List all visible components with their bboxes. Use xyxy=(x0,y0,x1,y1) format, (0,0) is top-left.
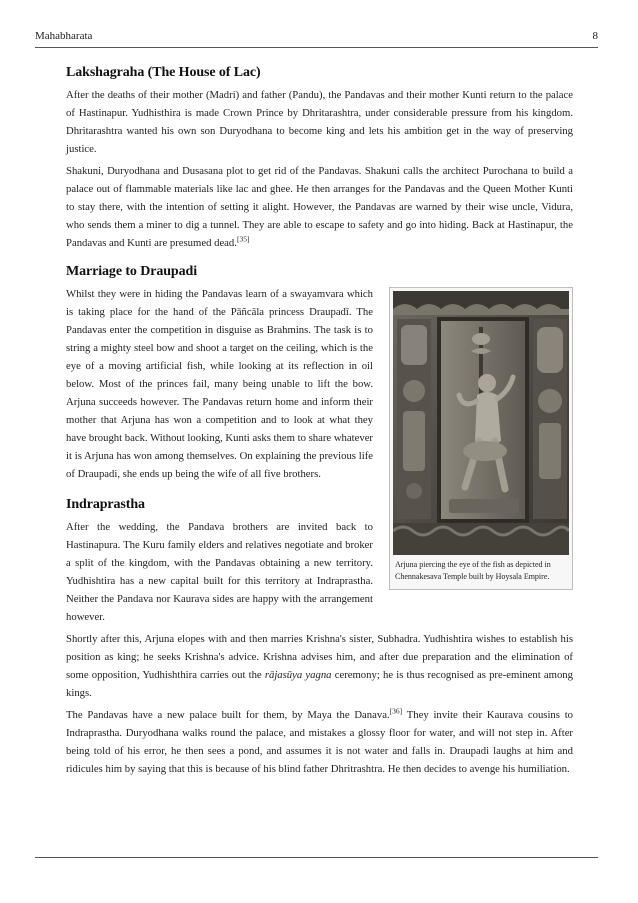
footer-divider xyxy=(35,857,598,858)
paragraph: After the deaths of their mother (Madri) and father (Pandu), the Pandavas and their mother Kunti return to the palace of Hastinapur. Yudhisthira is made Crown Prince by Dhritarashtra, under considerable pressure from his kingdom. Dhritarashtra wanted his own son Duryodhana to become king and lets his ambition get in the way of preserving justice. xyxy=(66,89,573,155)
italic-term: rājasūya yagna xyxy=(264,669,332,681)
paragraph: Whilst they were in hiding the Pandavas learn of a swayamvara which is taking place for the hand of the Pāñcāla princess Draupadī. The Pandavas enter the competition in disguise as Brahmins. The task is to string a mighty steel bow and shoot a target on the ceiling, which is the eye of a moving artificial fish, while looking at its reflection in oil below. Most of the princes fail, many being unable to lift the bow. Arjuna succeeds however. The Pandavas return home and inform their mother that Arjuna has won a competition and to look at what they have brought back. Without looking, Kunti asks them to share whatever it is Arjuna has won among themselves. On explaining the previous life of Draupadi, she ends up being the wife of all five brothers. xyxy=(66,288,373,480)
section-title-lakshagraha: Lakshagraha (The House of Lac) xyxy=(66,65,261,80)
relief-image-graphic xyxy=(393,291,569,555)
citation-link[interactable]: [36] xyxy=(389,706,403,716)
paragraph: Shortly after this, Arjuna elopes with and then marries Krishna's sister, Subhadra. Yudhishtira wishes to establish his position as king; he seeks Krishna's advice. Krishna advises him, and after due preparation and the elimination of some opposition, Yudhishthira carries out the rājasūya yagna ceremony; he is thus recognised as pre-eminent among kings. xyxy=(66,633,573,699)
temple-relief-image[interactable] xyxy=(393,291,569,555)
citation-link[interactable]: [35] xyxy=(236,234,250,244)
figure-arjuna xyxy=(389,287,573,590)
page-header xyxy=(35,30,598,46)
section-lakshagraha xyxy=(66,65,573,252)
section-title-indraprastha: Indraprastha xyxy=(66,497,145,512)
figure-caption: Arjuna piercing the eye of the fish as depicted in Chennakesava Temple built by Hoysala Empire. xyxy=(395,560,551,581)
running-title: Mahabharata xyxy=(35,30,93,42)
paragraph: After the wedding, the Pandava brothers are invited back to Hastinapura. The Kuru family elders and relatives negotiate and broker a split of the kingdom, with the Pandavas obtaining a new territory. Yudhishtira has a new capital built for this territory at Indraprastha. Neither the Pandava nor Kaurava sides are happy with the arrangement however. xyxy=(66,521,373,623)
paragraph: The Pandavas have a new palace built for them, by Maya the Danava.[36] They invite their Kaurava cousins to Indraprastha. Duryodhana walks round the palace, and mistakes a glossy floor for water, and will not step in. After being told of his error, he then sees a pond, and assumes it is not water and falls in. Draupadi laughs at him and ridicules him by saying that this is because of his blind father Dhritrashtra. He then decides to avenge his humiliation. xyxy=(66,706,574,775)
page-number: 8 xyxy=(592,30,598,42)
paragraph: Shakuni, Duryodhana and Dusasana plot to get rid of the Pandavas. Shakuni calls the architect Purochana to build a palace out of flammable materials like lac and ghee. He then arranges for the Pandavas and the Queen Mother Kunti to stay there, with the intention of setting it alight. However, the Pandavas are warned by their wise uncle, Vidura, who sends them a miner to dig a tunnel. They are able to escape to safety and go into hiding. Back at Hastinapur, the Pandavas and Kunti are presumed dead.[35] xyxy=(66,165,573,249)
article-body xyxy=(66,65,573,782)
header-divider xyxy=(35,47,598,48)
section-title-draupadi: Marriage to Draupadi xyxy=(66,264,197,279)
